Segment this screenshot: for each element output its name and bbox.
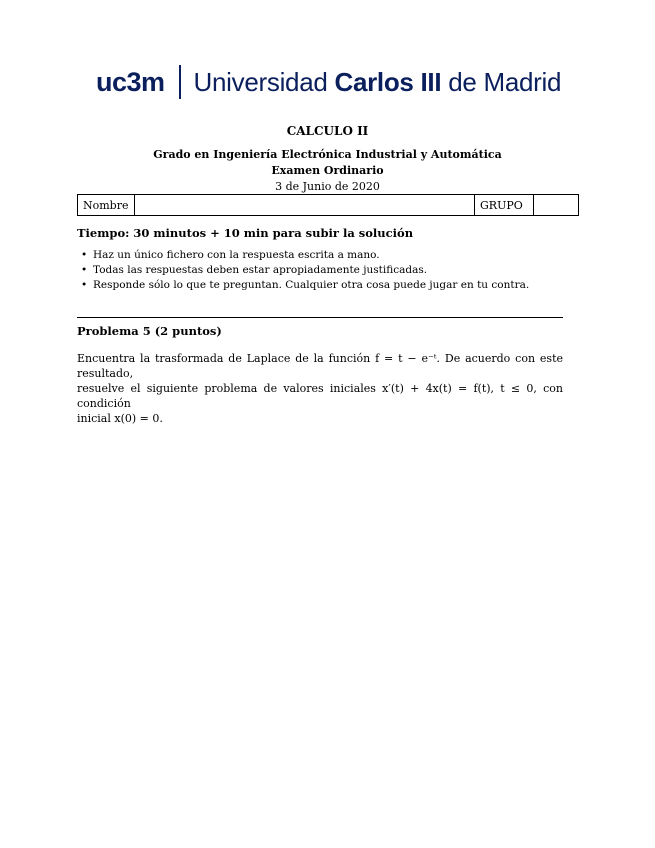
exam-type: Examen Ordinario <box>271 164 384 177</box>
logo-university-prefix: Universidad <box>193 66 335 97</box>
logo-divider <box>179 65 181 99</box>
name-label: Nombre <box>78 195 135 216</box>
problem-title: Problema 5 (2 puntos) <box>77 324 222 338</box>
rules-list <box>77 248 529 293</box>
group-field[interactable] <box>534 195 579 216</box>
group-label: GRUPO <box>475 195 534 216</box>
logo-acronym: uc3m <box>96 66 165 97</box>
section-divider <box>77 317 563 318</box>
problem-statement <box>77 351 563 426</box>
logo-university-suffix: de Madrid <box>441 66 562 97</box>
problem-line: inicial x(0) = 0. <box>77 412 163 425</box>
university-logo <box>96 62 561 102</box>
exam-date: 3 de Junio de 2020 <box>275 180 380 193</box>
rule-item: • Haz un único fichero con la respuesta escrita a mano. <box>77 248 529 263</box>
course-title: CALCULO II <box>286 124 369 138</box>
problem-line: resuelve el siguiente problema de valores iniciales x′(t) + 4x(t) = f(t), t ≤ 0, con condición <box>77 382 563 410</box>
time-note: Tiempo: 30 minutos + 10 min para subir la solución <box>77 226 414 240</box>
degree-name: Grado en Ingeniería Electrónica Industrial y Automática <box>153 148 502 161</box>
student-info-table <box>77 194 579 216</box>
logo-university-bold: Carlos III <box>334 66 442 97</box>
rule-item: • Todas las respuestas deben estar apropiadamente justificadas. <box>77 263 529 278</box>
rule-item: • Responde sólo lo que te preguntan. Cualquier otra cosa puede jugar en tu contra. <box>77 278 529 293</box>
logo-university-name <box>194 67 562 98</box>
problem-line: Encuentra la trasformada de Laplace de la función f = t − e⁻ᵗ. De acuerdo con este resultado, <box>77 352 563 380</box>
name-field[interactable] <box>134 195 475 216</box>
